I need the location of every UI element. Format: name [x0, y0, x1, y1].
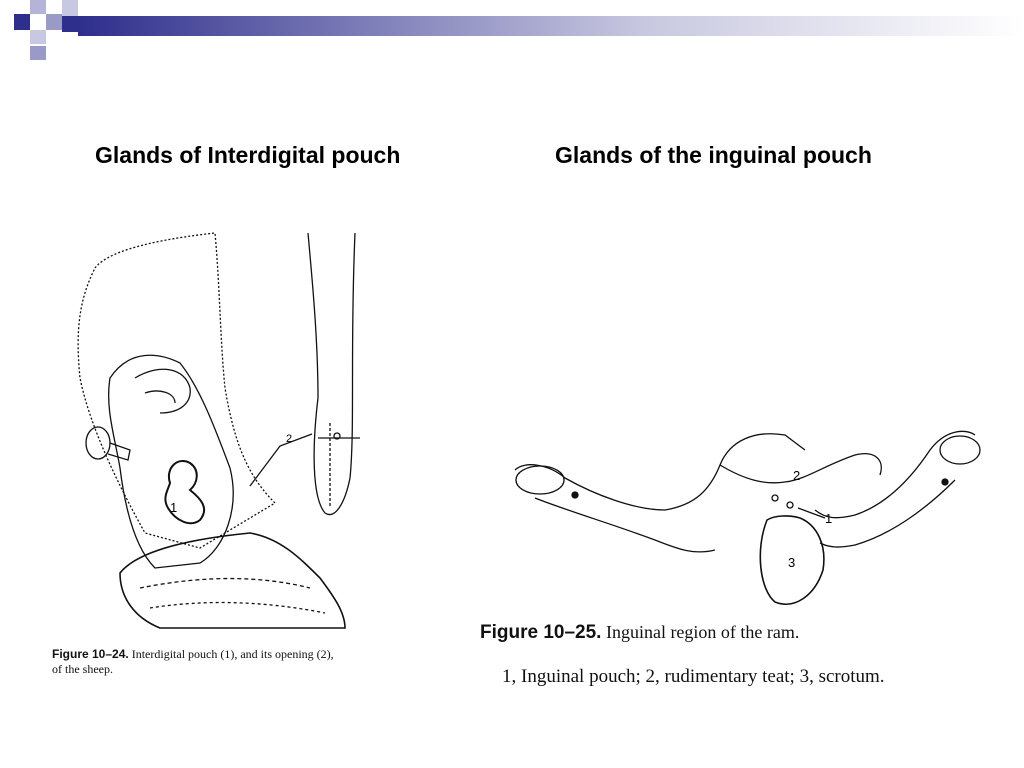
- slide-header-decoration: [0, 0, 1024, 62]
- left-caption-line2: of the sheep.: [52, 662, 113, 676]
- decor-square: [30, 0, 46, 14]
- decor-square: [46, 14, 62, 30]
- left-caption-line1: Interdigital pouch (1), and its opening (2),: [131, 647, 334, 661]
- marker-1: 1: [825, 511, 833, 526]
- header-gradient-bar: [78, 16, 1024, 36]
- left-figure-label: Figure 10–24.: [52, 647, 129, 661]
- decor-square: [14, 14, 30, 30]
- decor-square: [30, 30, 46, 44]
- marker-2: 2: [793, 468, 801, 483]
- marker-3: 3: [788, 555, 796, 570]
- left-title: Glands of Interdigital pouch: [95, 142, 401, 168]
- right-figure-label: Figure 10–25.: [480, 622, 602, 643]
- marker-2: 2: [286, 433, 293, 445]
- decor-square: [62, 16, 78, 32]
- right-caption-title: Inguinal region of the ram.: [605, 622, 800, 642]
- interdigital-pouch-illustration: [50, 228, 470, 638]
- right-title: Glands of the inguinal pouch: [555, 142, 872, 168]
- right-figure-caption-title: [480, 622, 799, 644]
- right-caption-line2: 1, Inguinal pouch; 2, rudimentary teat; 3, scrotum.: [502, 666, 885, 687]
- left-figure-caption: [52, 647, 412, 677]
- inguinal-region-illustration: [505, 410, 990, 620]
- decor-square: [62, 0, 78, 16]
- marker-1: 1: [170, 500, 178, 515]
- decor-square: [30, 46, 46, 60]
